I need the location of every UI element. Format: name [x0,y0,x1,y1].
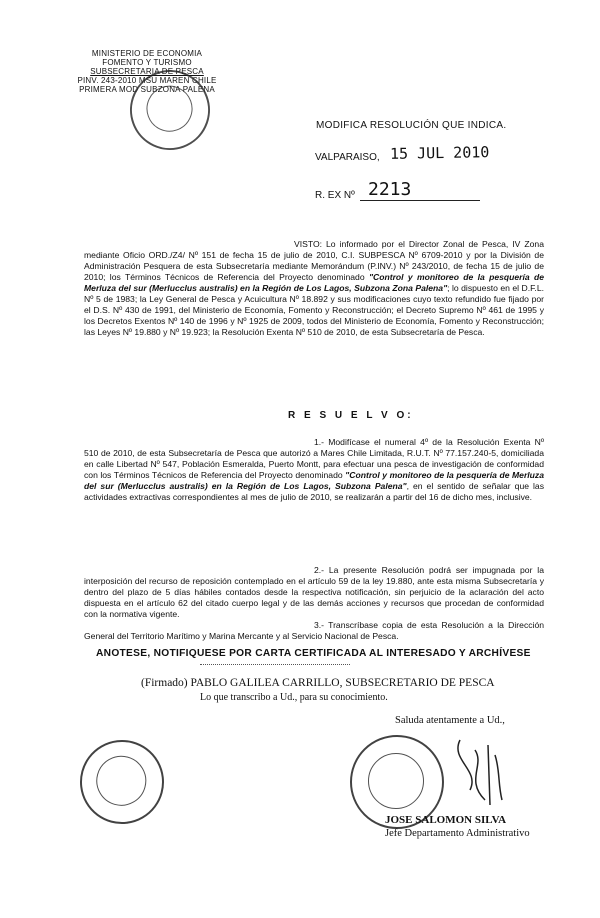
place-label: VALPARAISO, [315,152,380,163]
visto-text-2: ; lo dispuesto en el D.F.L. Nº 5 de 1983; la Ley General de Pesca y Acuicultura Nº 18.892 y sus modificaciones cuyo texto refundido fue fijado por el D.S. Nº 430 de 1991, del Ministerio de Economía, Fomento y Reconstrucción; el Decreto Supremo Nº 461 de 1995 y los Decretos Exentos Nº 140 de 1996 y Nº 1925 de 2009, todos del Ministerio de Economía, Fomento y Reconstrucción; las Leyes Nº 19.880 y Nº 19.923; la Resolución Exenta Nº 510 de 2010, de esta Subsecretaría de Pesca. [84,283,544,337]
signer-title: Jefe Departamento Administrativo [385,828,530,839]
left-round-stamp [71,731,174,834]
resuelvo-heading: R E S U E L V O: [288,410,414,421]
visto-paragraph [84,239,544,338]
reference-line-1: PINV. 243-2010 MSU MAREN CHILE [77,76,217,85]
resolution-item-3: 3.- Transcríbase copia de esta Resolución a la Dirección General del Territorio Marítimo y Marina Mercante y al Servicio Nacional de Pesca. [84,620,544,641]
item1-text-2: , en el sentido de señalar que las actividades extractivas correspondientes al mes de julio de 2010, se realizarán a partir del 16 de dicho mes, inclusive. [84,481,544,502]
ministry-line-2: FOMENTO Y TURISMO [102,58,192,67]
signed-by-line: (Firmado) PABLO GALILEA CARRILLO, SUBSECRETARIO DE PESCA [141,677,495,689]
visto-text-1: VISTO: Lo informado por el Director Zonal de Pesca, IV Zona mediante Oficio ORD./Z4/ Nº 151 de fecha 15 de julio de 2010, C.I. SUBPESCA Nº 6709-2010 y por la División de Administración Pesquera de esta Subsecretaría mediante Memorándum (P.INV.) Nº 243/2010, de fecha 15 de julio de 2010; los Términos Técnicos de Referencia del Proyecto denominado [84,239,544,282]
date-stamp: 15 JUL 2010 [389,143,490,163]
resolution-number: 2213 [368,179,412,200]
item1-project-name: "Control y monitoreo de la pesquería de Merluza del sur (Merlucclus australis) en la Región de Los Lagos, Subzona Palena" [84,470,544,491]
resolution-underline [360,200,480,201]
signer-name: JOSE SALOMON SILVA [385,814,507,826]
resolution-label: R. EX Nº [315,190,355,201]
visto-project-name: "Control y monitoreo de la pesquería de Merluza del sur (Merlucclus australis) en la Región de Los Lagos, Subzona Zona Palena" [84,272,544,293]
greeting-line: Saluda atentamente a Ud., [395,715,505,726]
ministry-line: MINISTERIO DE ECONOMIA [91,49,203,58]
signature-scribble [440,730,520,810]
resolution-item-1 [84,437,544,503]
subsecretaria-line: SUBSECRETARIA DE PESCA [90,67,204,76]
document-title: MODIFICA RESOLUCIÓN QUE INDICA. [316,120,507,131]
anotese-dotted-line [200,664,350,665]
transcribe-line: Lo que transcribo a Ud., para su conocimiento. [200,692,388,703]
anotese-line: ANOTESE, NOTIFIQUESE POR CARTA CERTIFICADA AL INTERESADO Y ARCHÍVESE [96,648,531,659]
resolution-item-2: 2.- La presente Resolución podrá ser impugnada por la interposición del recurso de reposición contemplado en el artículo 59 de la ley 19.880, ante esta misma Subsecretaría y dentro del plazo de 5 días hábiles contados desde la respectiva notificación, sin perjuicio de la aclaración del acto dispuesta en el artículo 62 del citado cuerpo legal y de las demás acciones y recursos que procedan de conformidad con la normativa vigente. [84,565,544,619]
reference-line-2: PRIMERA MOD SUBZONA PALENA [79,85,215,94]
item1-text-1: 1.- Modifícase el numeral 4º de la Resolución Exenta Nº 510 de 2010, de esta Subsecretaría de Pesca que autorizó a Mares Chile Limitada, R.U.T. Nº 77.157.240-5, domiciliada en calle Libertad Nº 547, Población Esmeralda, Puerto Montt, para efectuar una pesca de investigación de conformidad con los Términos Técnicos de Referencia del Proyecto denominado [84,437,544,480]
